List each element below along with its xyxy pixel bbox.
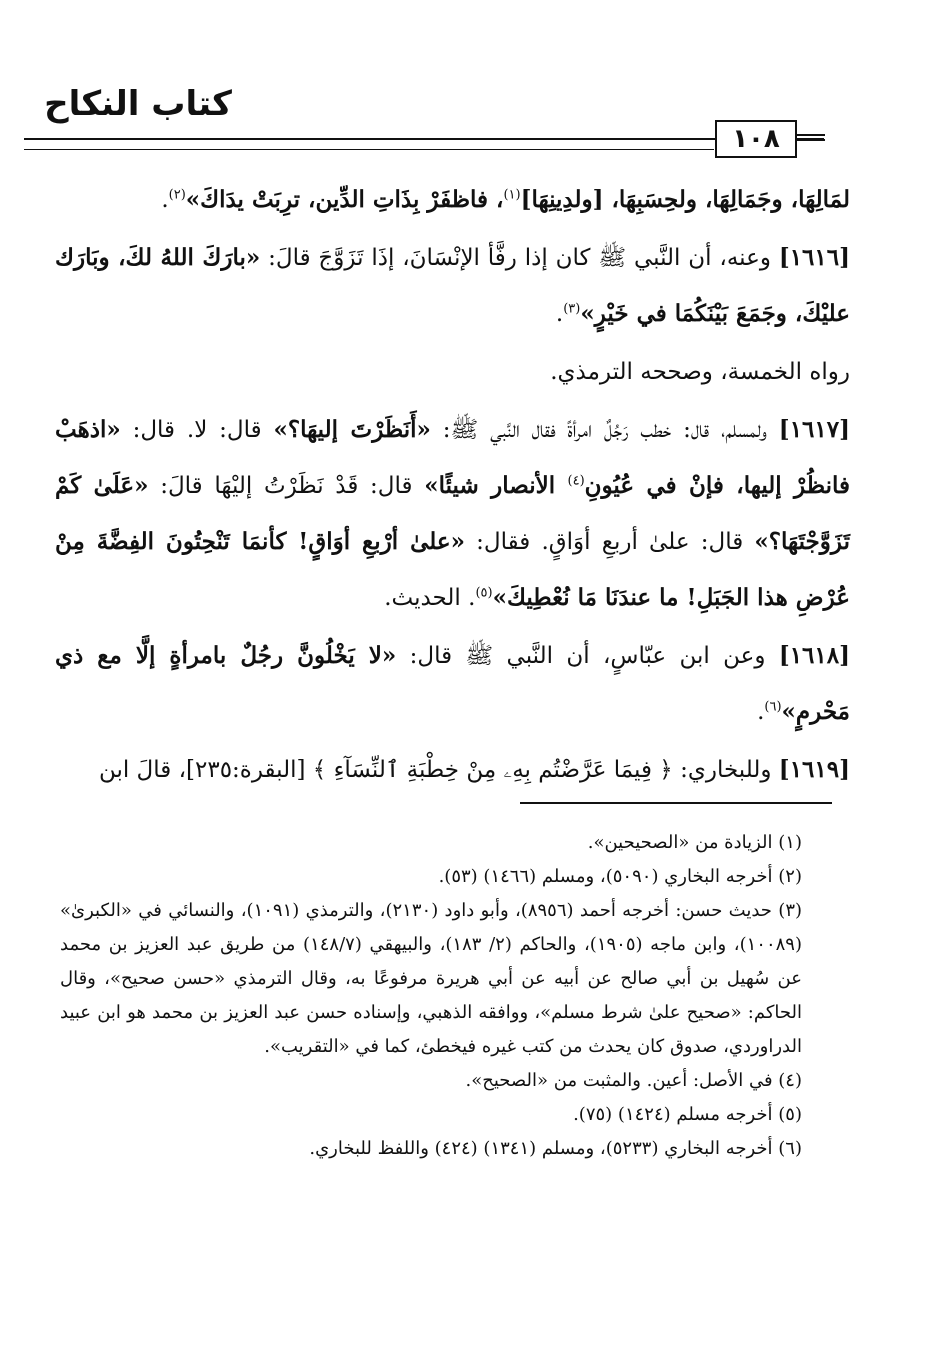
hadith-1619 bbox=[55, 742, 850, 798]
page-number-ornament bbox=[795, 134, 825, 141]
hadith-1618 bbox=[55, 628, 850, 740]
footnote-4: (٤) في الأصل: أعين. والمثبت من «الصحيح». bbox=[465, 1070, 802, 1091]
hadith-text: لمَالِهَا، وجَمَالِهَا، ولحِسَبِهَا، [ولدِينِهَا] bbox=[520, 186, 850, 213]
hadith-number: [١٦١٩] bbox=[778, 756, 850, 783]
punctuation: . bbox=[161, 187, 169, 213]
running-header-title: كتاب النكاح bbox=[44, 84, 232, 124]
footnote-3: (٣) حديث حسن: أخرجه أحمد (٨٩٥٦)، وأبو داود (٢١٣٠)، والترمذي (١٠٩١)، والنسائي في «الكبرىٰ» (١٠٠٨٩)، وابن ماجه (١٩٠٥)، والحاكم (٢/ ١٨٣)، والبيهقي (١٤٨/٧) من طريق عبد العزيز بن محمد عن سُهيل بن أبي صالح عن أبيه عن أبي هريرة مرفوعًا به، وقال الترمذي «حسن صحيح»، وقال الحاكم: «صحيح علىٰ شرط مسلم»، ووافقه الذهبي، وإسناده حسن عبد العزيز بن محمد هو ابن عبيد الدراوردي، صدوق كان يحدث من كتب غيره فيخطئ، كما في «التقريب». bbox=[60, 900, 803, 1057]
footnote-ref: (١) bbox=[503, 187, 521, 203]
narration-text: قال: علىٰ أربعِ أوَاقٍ. فقال: bbox=[464, 529, 755, 555]
narration-text: وعن ابن عبّاسٍ، أن النَّبي ﷺ قال: bbox=[396, 643, 779, 669]
header-rule bbox=[24, 138, 824, 140]
footnote-separator bbox=[520, 802, 832, 804]
footnote-ref: (٥) bbox=[475, 585, 493, 601]
paragraph-continuation bbox=[55, 172, 850, 228]
hadith-1616 bbox=[55, 230, 850, 342]
hadith-text: «اذهَبْ فانظُرْ إليها، فإنْ في عُيُونِ bbox=[55, 416, 851, 499]
hadith-text: ، فاظفَرْ بِذَاتِ الدِّين، ترِبَتْ يدَاكَ» bbox=[185, 186, 504, 213]
punctuation: . bbox=[555, 301, 564, 327]
narration-text: [البقرة:٢٣٥]، قالَ ابن bbox=[98, 757, 313, 783]
footnotes bbox=[60, 826, 830, 1166]
hadith-text: «لا يَخْلُونَّ رجُلٌ بامرأةٍ إلَّا مع ذي مَحْرمٍ» bbox=[55, 642, 850, 725]
footnote-ref: (٢) bbox=[168, 187, 186, 203]
narration-text: قال: لا. قال: bbox=[120, 417, 274, 443]
narration-text: ولمسلم، قال: خطب رَجُلٌ امرأةً فقال النَّبي ﷺ: bbox=[430, 417, 779, 443]
footnote-ref: (٣) bbox=[563, 301, 581, 317]
punctuation: . bbox=[757, 699, 765, 725]
footnote-6: (٦) أخرجه البخاري (٥٢٣٣)، ومسلم (١٣٤١) (٤٢٤) واللفظ للبخاري. bbox=[309, 1138, 802, 1159]
hadith-text: الأنصار شيئًا» bbox=[424, 472, 568, 499]
quran-verse: ﴿ فِيمَا عَرَّضْتُم بِهِۦ مِنْ خِطْبَةِ ٱلنِّسَآءِ ﴾ bbox=[312, 757, 673, 783]
hadith-text: «علىٰ أرْبعِ أوَاقٍ! كأنمَا تَنْحِتُونَ الفِضَّةَ مِنْ عُرْضِ هذا الجَبَلِ! ما عندَنَا مَا نُعْطِيكَ» bbox=[55, 528, 850, 611]
hadith-text: «عَلَىٰ كَمْ تَزَوَّجْتَهَا؟» bbox=[55, 472, 850, 555]
footnote-5: (٥) أخرجه مسلم (١٤٢٤) (٧٥). bbox=[573, 1104, 802, 1125]
hadith-number: [١٦١٦] bbox=[778, 244, 851, 271]
main-text bbox=[55, 172, 850, 798]
rawah-line: رواه الخمسة، وصححه الترمذي. bbox=[550, 359, 850, 385]
hadith-text: «أَنَظَرْتَ إليهَا؟» bbox=[273, 416, 431, 443]
footnote-ref: (٦) bbox=[764, 699, 782, 715]
narration-text: . الحديث. bbox=[384, 585, 476, 611]
hadith-number: [١٦١٧] bbox=[778, 416, 850, 443]
narration-text: قال: قَدْ نَظَرْتُ إليْهَا قالَ: bbox=[148, 473, 425, 499]
hadith-number: [١٦١٨] bbox=[778, 642, 851, 669]
hadith-1617 bbox=[55, 402, 850, 626]
page-number: ١٠٨ bbox=[715, 120, 797, 158]
narration-text: وعنه، أن النَّبي ﷺ كان إذا رفَّأ الإنْسَانَ، إذَا تَزَوَّجَ قالَ: bbox=[260, 245, 779, 271]
footnote-1: (١) الزيادة من «الصحيحين». bbox=[587, 832, 802, 853]
header-rule-thin bbox=[24, 149, 714, 150]
footnote-ref: (٤) bbox=[567, 473, 585, 489]
footnote-2: (٢) أخرجه البخاري (٥٠٩٠)، ومسلم (١٤٦٦) (٥٣). bbox=[438, 866, 802, 887]
narration-text: وللبخاري: bbox=[672, 757, 779, 783]
hadith-text: «بارَكَ اللهُ لكَ، وبَارَك عليْكَ، وجَمَعَ بَيْنَكُمَا في خَيْرٍ» bbox=[55, 244, 850, 327]
